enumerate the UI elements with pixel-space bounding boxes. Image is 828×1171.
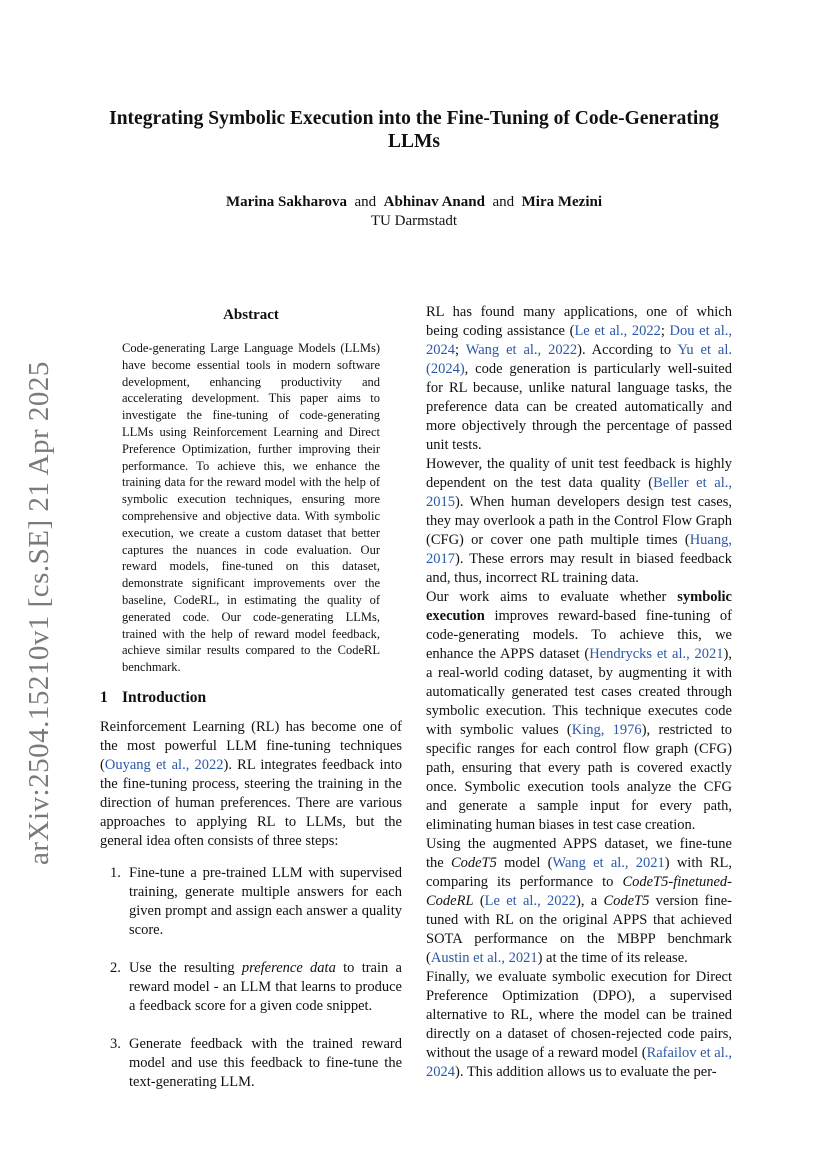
text-run: Reinforcement Learning (RL) has become one of the most powerful LLM fine-tuning techniques ( <box>100 719 402 773</box>
text-run: ), a <box>575 893 604 909</box>
text-run: ). This addition allows us to evaluate the per- <box>455 1064 717 1080</box>
section-number: 1 <box>100 689 108 706</box>
text-run: ( <box>473 893 485 909</box>
citation-link[interactable]: Hendrycks et al., 2021 <box>589 646 724 662</box>
text-run: Using the augmented APPS dataset, we fine-tune the <box>426 836 732 871</box>
text-run: ). According to <box>577 342 678 358</box>
section-title: Introduction <box>122 689 207 706</box>
emphasis: CodeT5-finetuned-CodeRL <box>426 874 732 909</box>
paragraph <box>426 835 732 968</box>
text-run: Our work aims to evaluate whether <box>426 589 678 605</box>
list-item <box>100 1035 402 1092</box>
citation-link[interactable]: Wang et al., 2021 <box>552 855 665 871</box>
text-run: ) with RL, comparing its performance to <box>426 855 732 890</box>
author-3: Mira Mezini <box>521 194 603 210</box>
arxiv-identifier: arXiv:2504.15210v1 [cs.SE] 21 Apr 2025 <box>23 361 55 865</box>
citation-link[interactable]: Huang, 2017 <box>426 532 732 567</box>
section-heading-introduction <box>100 688 402 707</box>
text-run: ; <box>455 342 466 358</box>
text-run: Use the resulting <box>129 960 242 976</box>
text-run: ). When human developers design test cases, they may overlook a path in the Control Flow Graph (CFG) or cover one path multiple times ( <box>426 494 732 548</box>
emphasis: CodeT5 <box>603 893 650 909</box>
abstract-heading: Abstract <box>223 307 279 323</box>
list-number: 2. <box>110 960 121 976</box>
text-run: model ( <box>496 855 553 871</box>
author-conjunction: and <box>492 194 515 210</box>
right-column <box>426 303 732 1082</box>
text-run: Generate feedback with the trained reward model and use this feedback to fine-tune the text-generating LLM. <box>129 1036 402 1090</box>
text-run: RL has found many applications, one of which being coding assistance ( <box>426 304 732 339</box>
list-number: 1. <box>110 865 121 881</box>
list-item <box>100 864 402 940</box>
text-run: ). RL integrates feedback into the fine-tuning process, steering the training in the direction of human preferences. There are various approaches to applying RL to LLMs, but the general idea often consists of three steps: <box>100 757 403 849</box>
abstract-text: Code-generating Large Language Models (LLMs) have become essential tools in modern software development, enhancing productivity and accelerating development. This paper aims to investigate the fine-tuning of code-generating LLMs using Reinforcement Learning and Direct Preference Optimization, further improving their performance. To achieve this, we enhance the training data for the reward model with the help of symbolic execution techniques, ensuring more comprehensive and objective data. With symbolic execution, we create a custom dataset that better captures the nuances in code evaluation. Our reward models, fine-tuned on this dataset, demonstrate significant improvements over the baseline, CodeRL, in estimating the quality of generated code. Our code-generating LLMs, trained with the help of reward model feedback, achieve similar results compared to the CodeRL benchmark. <box>122 341 380 675</box>
citation-link[interactable]: Beller et al., 2015 <box>426 475 733 510</box>
text-run: Finally, we evaluate symbolic execution for Direct Preference Optimization (DPO), a supervised alternative to RL, where the model can be trained directly on a dataset of chosen-rejected code pairs, without the usage of a reward model ( <box>426 969 732 1061</box>
list-number: 3. <box>110 1036 121 1052</box>
intro-paragraph <box>100 718 402 851</box>
text-run: ). These errors may result in biased feedback and, thus, incorrect RL training data. <box>426 551 732 586</box>
paragraph <box>426 588 732 835</box>
text-run: ), restricted to specific ranges for each control flow graph (CFG) path, ensuring that every path is covered exactly once. Symbolic execution tools analyze the CFG and generate a sample input for every path, eliminating human biases in test case creation. <box>426 722 732 833</box>
text-run: ; <box>660 323 670 339</box>
text-run: Fine-tune a pre-trained LLM with supervised training, generate multiple answers for each given prompt and assign each answer a quality score. <box>129 865 402 938</box>
text-run: ), a real-world coding dataset, by augmenting it with automatically generated test cases created through symbolic execution. This technique executes code with symbolic values ( <box>426 646 732 738</box>
author-1: Marina Sakharova <box>225 194 347 210</box>
citation-link[interactable]: King, 1976 <box>571 722 642 738</box>
steps-list <box>100 864 402 1111</box>
text-run: ) at the time of its release. <box>537 950 688 966</box>
paragraph <box>426 455 732 588</box>
text-run: However, the quality of unit test feedback is highly dependent on the test data quality ( <box>426 456 732 491</box>
text-run: , code generation is particularly well-suited for RL because, unlike natural language tasks, the preference data can be created automatically and more objectively through the percentage of passed unit tests. <box>426 361 732 453</box>
text-run: version fine-tuned with RL on the original APPS that achieved SOTA performance on the MBPP benchmark ( <box>426 893 732 966</box>
author-2: Abhinav Anand <box>383 194 485 210</box>
citation-link[interactable]: Le et al., 2022 <box>484 893 576 909</box>
paragraph <box>426 303 732 455</box>
citation-link[interactable]: Ouyang et al., 2022 <box>104 757 224 773</box>
author-list <box>80 193 748 212</box>
list-item <box>100 959 402 1016</box>
paper-title <box>80 107 748 153</box>
affiliation: TU Darmstadt <box>370 213 458 229</box>
citation-link[interactable]: Le et al., 2022 <box>574 323 661 339</box>
emphasis: preference data <box>241 960 336 976</box>
author-conjunction: and <box>354 194 377 210</box>
citation-link[interactable]: Yu et al. (2024) <box>426 342 732 377</box>
title-line-2: LLMs <box>387 131 440 152</box>
citation-link[interactable]: Wang et al., 2022 <box>465 342 578 358</box>
text-run: to train a reward model - an LLM that learns to produce a feedback score for a given code snippet. <box>129 960 402 1014</box>
bold-term: symbolic execution <box>426 589 732 624</box>
text-run: improves reward-based fine-tuning of code-generating models. To achieve this, we enhance the APPS dataset ( <box>426 608 732 662</box>
emphasis: CodeT5 <box>450 855 497 871</box>
title-line-1: Integrating Symbolic Execution into the Fine-Tuning of Code-Generating <box>109 108 719 129</box>
citation-link[interactable]: Austin et al., 2021 <box>430 950 538 966</box>
paragraph <box>426 968 732 1082</box>
citation-link[interactable]: Rafailov et al., 2024 <box>426 1045 733 1080</box>
citation-link[interactable]: Dou et al., 2024 <box>426 323 732 358</box>
